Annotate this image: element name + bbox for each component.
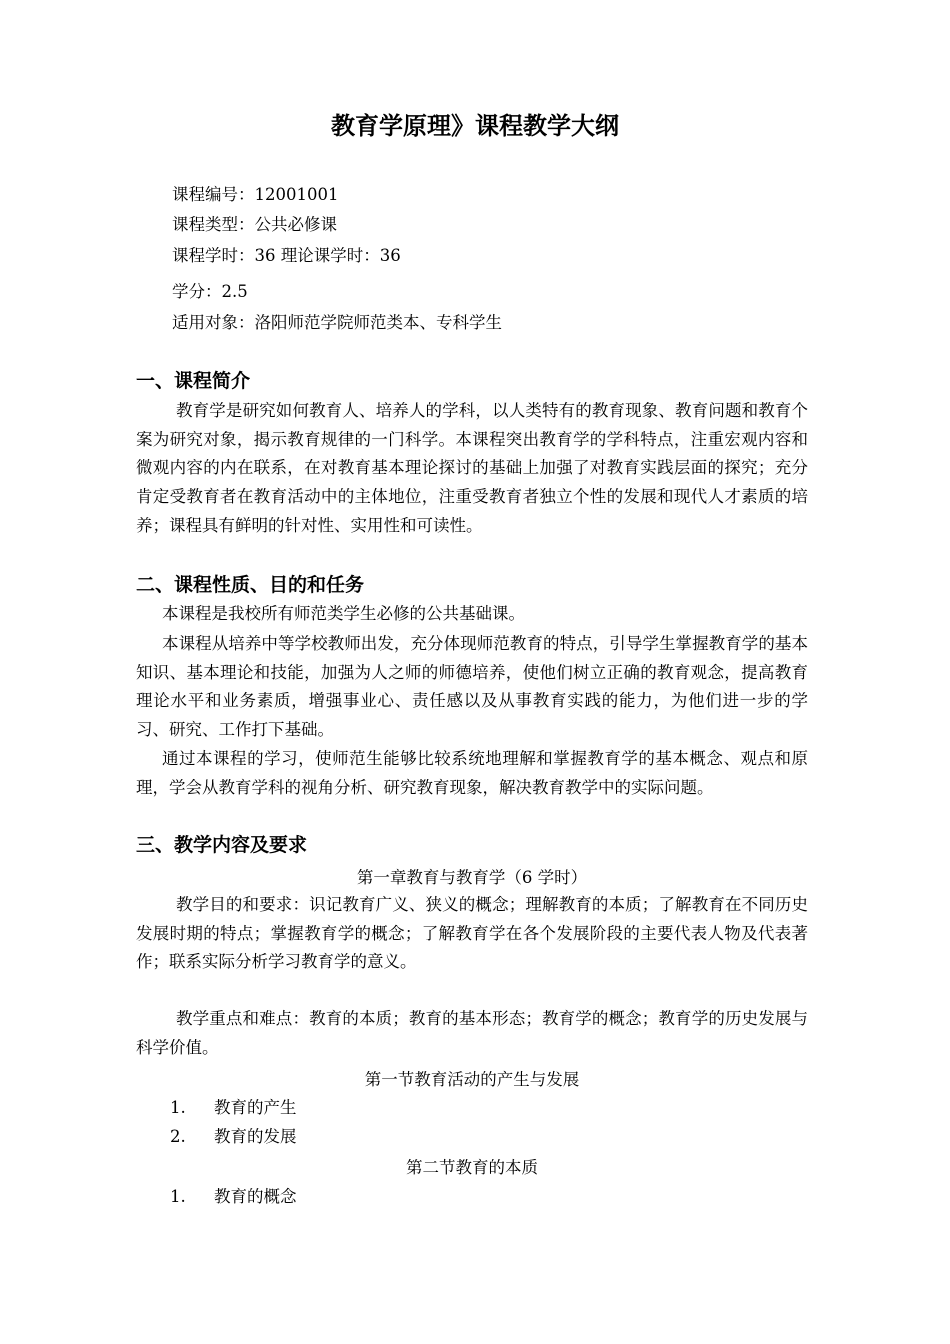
section-heading-content: 三、教学内容及要求 [136, 834, 308, 856]
list-item-text: 教育的概念 [214, 1187, 297, 1206]
nature-paragraph-2: 本课程从培养中等学校教师出发，充分体现师范教育的特点，引导学生掌握教育学的基本知识、基本理论和技能，加强为人之师的师德培养，使他们树立正确的教育观念，提高教育理论水平和业务素质，增强事业心、责任感以及从事教育实践的能力，为他们进一步的学习、研究、工作打下基础。 [136, 634, 808, 740]
section-heading-nature: 二、课程性质、目的和任务 [136, 574, 365, 596]
course-audience: 适用对象：洛阳师范学院师范类本、专科学生 [172, 313, 502, 332]
list-item [170, 1123, 297, 1147]
course-credit: 学分：2.5 [172, 282, 248, 301]
list-item-number: 1. [170, 1098, 186, 1117]
list-item-text: 教育的产生 [214, 1098, 297, 1117]
nature-paragraph-1: 本课程是我校所有师范类学生必修的公共基础课。 [162, 604, 525, 623]
list-item [170, 1183, 297, 1207]
list-item-number: 1. [170, 1187, 186, 1206]
nature-paragraph-3: 通过本课程的学习，使师范生能够比较系统地理解和掌握教育学的基本概念、观点和原理，学会从教育学科的视角分析、研究教育现象，解决教育教学中的实际问题。 [136, 749, 808, 797]
chapter-title: 第一章教育与教育学（6 学时） [356, 868, 588, 887]
chapter-keypoints: 教学重点和难点：教育的本质；教育的基本形态；教育学的概念；教育学的历史发展与科学价值。 [136, 1009, 808, 1057]
list-item-number: 2. [170, 1127, 186, 1146]
node-title-2: 第二节教育的本质 [406, 1158, 538, 1177]
section-heading-intro: 一、课程简介 [136, 370, 251, 392]
chapter-goals: 教学目的和要求：识记教育广义、狭义的概念；理解教育的本质；了解教育在不同历史发展时期的特点；掌握教育学的概念；了解教育学在各个发展阶段的主要代表人物及代表著作；联系实际分析学习教育学的意义。 [136, 895, 808, 972]
course-code: 课程编号：12001001 [172, 185, 339, 204]
course-type: 课程类型：公共必修课 [172, 215, 337, 234]
list-item [170, 1094, 297, 1118]
node-title-1: 第一节教育活动的产生与发展 [364, 1070, 580, 1089]
list-item-text: 教育的发展 [214, 1127, 297, 1146]
document-title: 教育学原理》课程教学大纲 [331, 112, 619, 140]
course-hours: 课程学时：36 理论课学时：36 [172, 246, 401, 265]
section-intro-paragraph: 教育学是研究如何教育人、培养人的学科，以人类特有的教育现象、教育问题和教育个案为研究对象，揭示教育规律的一门科学。本课程突出教育学的学科特点，注重宏观内容和微观内容的内在联系，在对教育基本理论探讨的基础上加强了对教育实践层面的探究；充分肯定受教育者在教育活动中的主体地位，注重受教育者独立个性的发展和现代人才素质的培养；课程具有鲜明的针对性、实用性和可读性。 [136, 401, 808, 535]
